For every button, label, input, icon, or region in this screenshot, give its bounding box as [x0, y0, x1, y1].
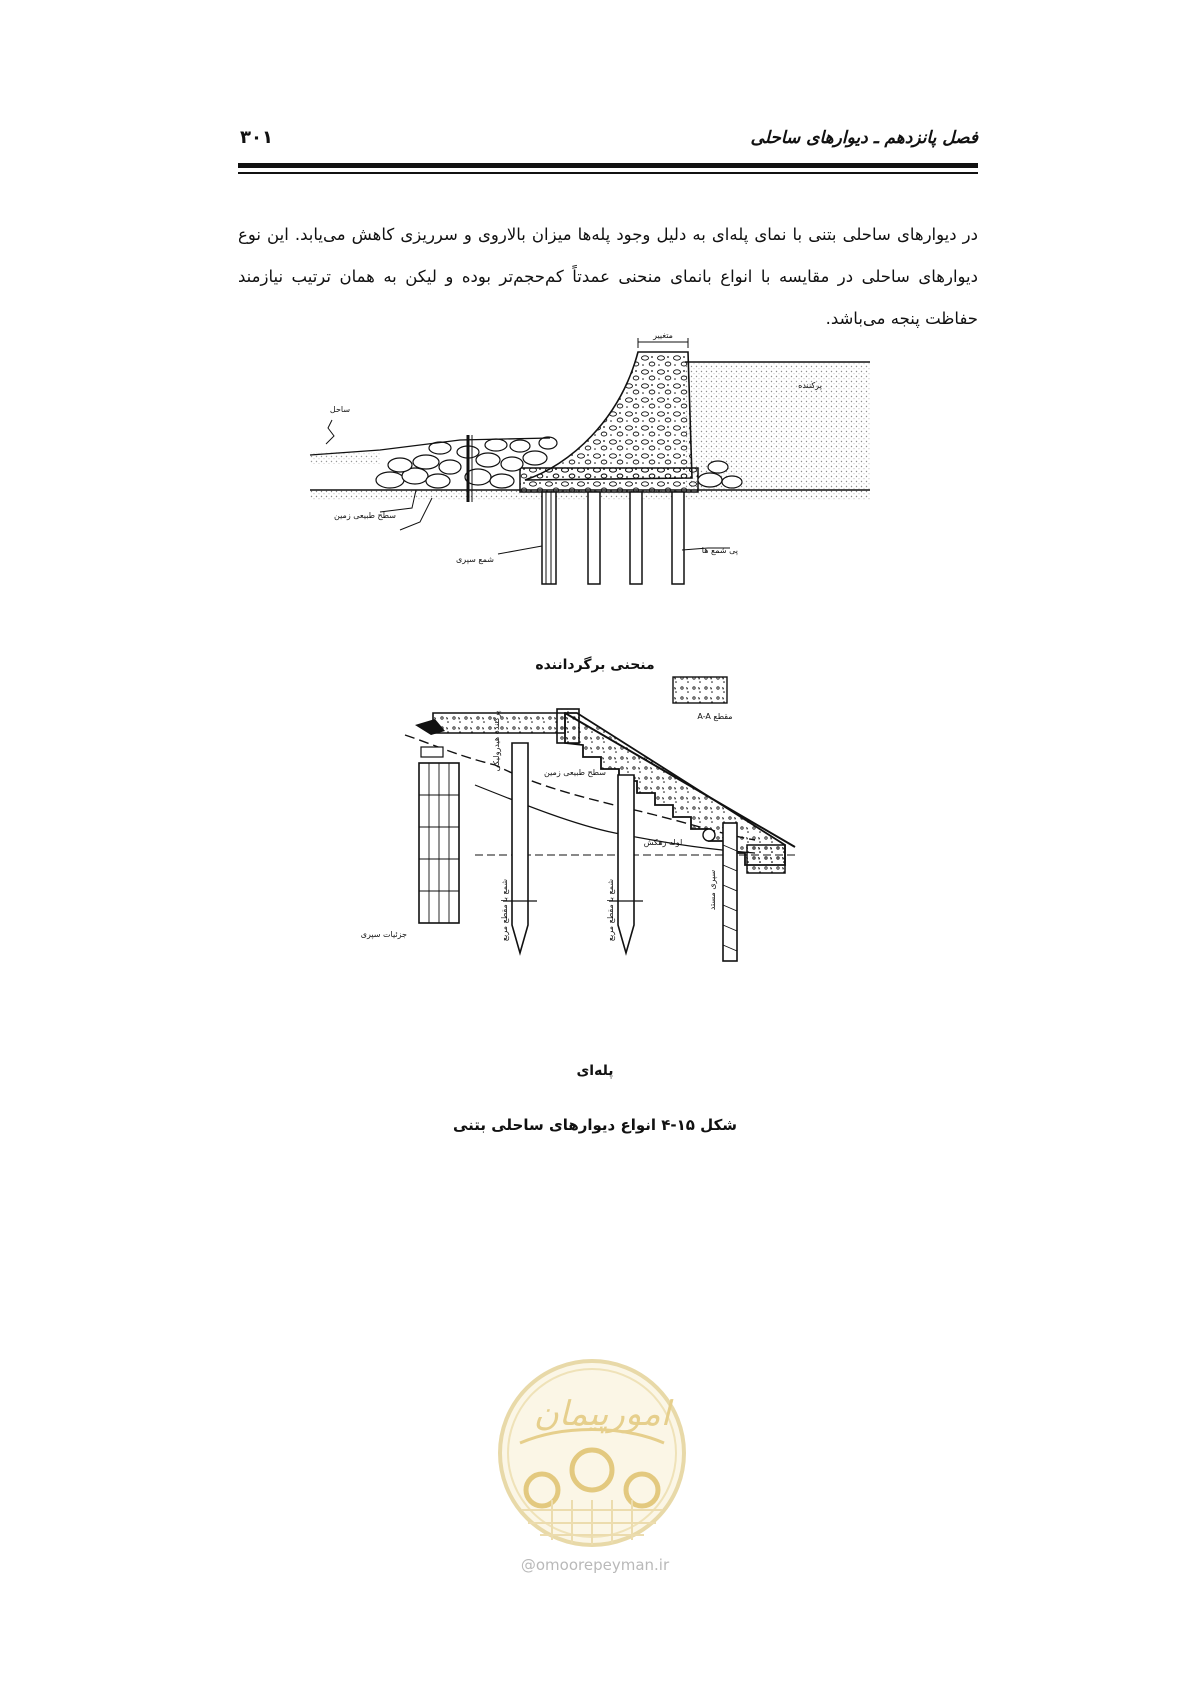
label-drain-pipe: لوله زهکش: [643, 838, 683, 847]
watermark-logo: [492, 1355, 692, 1551]
figure-bottom-caption: پله‌ای: [576, 1063, 614, 1079]
watermark-url-text: omoorepeyman.ir: [535, 1556, 670, 1574]
label-square-pile-2: شمع با مقطع مربع: [606, 878, 615, 942]
label-sheet-detail: جزئیات سپری: [360, 930, 407, 939]
label-sheet-pile: شمع سپری: [456, 555, 494, 564]
label-hydraulic-fill: پرکننده هیدرولیکی: [492, 710, 501, 772]
figure-caption: شکل ۱۵-۴ انواع دیوارهای ساحلی بتنی: [452, 1116, 738, 1134]
figure-top-caption: منحنی برگرداننده: [535, 657, 655, 673]
watermark-url: [490, 1556, 700, 1574]
page-number: ۳۰۱: [240, 127, 273, 148]
label-anchored-sheet: سپری مستد: [708, 869, 717, 911]
label-natural-ground-top: سطح طبیعی زمین: [334, 511, 396, 520]
body-paragraph: در دیوارهای ساحلی بتنی با نمای پله‌ای به دلیل وجود پله‌ها میزان بالاروی و سرریزی کاهش می‌یابد. این نوع دیوارهای ساحلی در مقایسه با انواع بانمای منحنی عمدتاً کم‌حجم‌تر بوده و لیکن به همان ترتیب نیازمند حفاظت پنجه می‌باشد.: [238, 225, 978, 328]
label-variable: متغییر: [653, 331, 673, 340]
header-rule-thin: [238, 172, 978, 174]
label-shore: ساحل: [329, 405, 351, 414]
header-rule-thick: [238, 163, 978, 168]
label-natural-ground-bottom: سطح طبیعی زمین: [544, 768, 606, 777]
chapter-title: فصل پانزدهم ـ دیوارهای ساحلی: [750, 128, 978, 148]
at-icon: @: [520, 1556, 536, 1574]
label-backfill: پرکننده: [798, 381, 822, 390]
stepped-seawall-figure: [360, 705, 825, 1035]
label-square-pile-1: شمع با مقطع مربع: [500, 878, 509, 942]
watermark-logo-text: امورپیمان: [533, 1394, 671, 1434]
curved-seawall-figure: [320, 331, 890, 630]
label-pile-foundation: پی شمع ها: [701, 546, 738, 555]
label-section-aa: مقطع A-A: [697, 712, 733, 721]
